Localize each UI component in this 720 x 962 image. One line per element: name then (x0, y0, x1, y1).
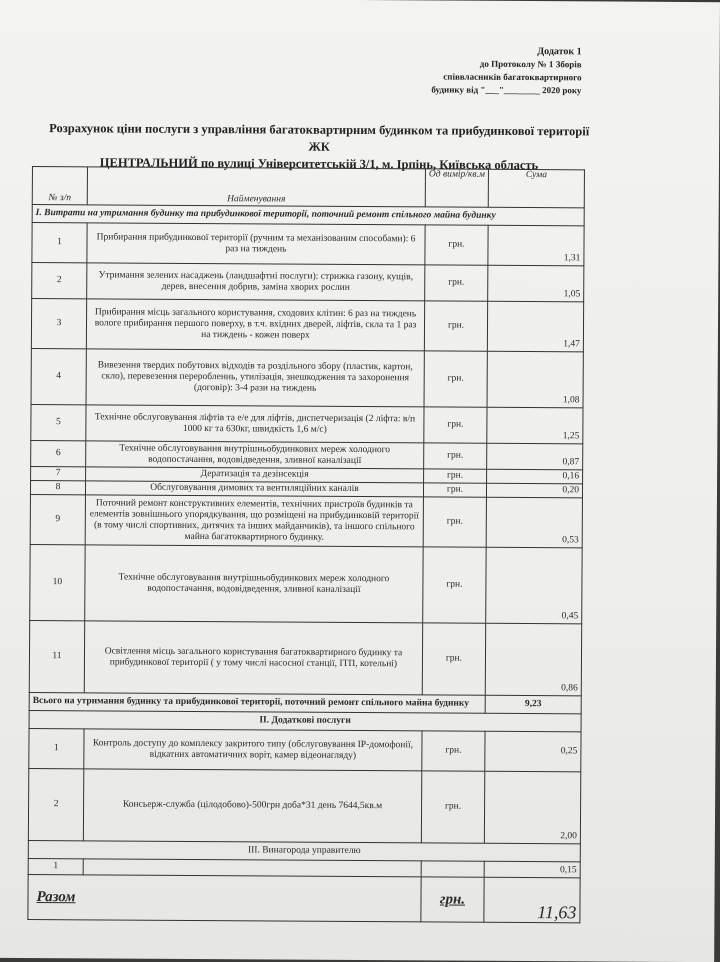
row-sum: 1,47 (487, 301, 583, 352)
row-num: 1 (29, 728, 84, 768)
title-line-1: Розрахунок ціни послуги з управління багатоквартирним будинком та прибудинкової території ЖК (49, 121, 590, 154)
row-sum: 1,25 (487, 407, 583, 444)
row-unit: грн. (424, 407, 487, 443)
annex-line-1: Додаток 1 (537, 46, 582, 58)
header-name: Найменування (87, 167, 425, 207)
row-sum: 0,25 (485, 731, 581, 772)
subtotal-label: Всього на утримання будинку та прибудинкової території, поточний ремонт спільного майна будинку (29, 692, 485, 713)
grand-total-row (28, 874, 580, 922)
row-sum: 1,31 (488, 225, 584, 266)
row-unit: грн. (424, 301, 487, 351)
row-num: 2 (28, 768, 83, 840)
table-header-row (32, 167, 584, 208)
price-table (27, 166, 585, 923)
row-num: 5 (31, 404, 86, 440)
annex-line-4: будинку від "___"________ 2020 року (431, 84, 582, 96)
row-sum: 1,08 (487, 351, 583, 408)
row-num: 1 (28, 858, 83, 874)
title-line-2: ЦЕНТРАЛЬНИЙ по вулиці Університетській 3/1, м. Ірпінь, Київська область (99, 155, 539, 173)
row-unit: грн. (422, 731, 485, 771)
table-row (30, 544, 582, 623)
row-unit: грн. (423, 547, 486, 623)
table-row (31, 348, 583, 407)
section-1-title: I. Витрати на утримання будинку та прибудинкової території, поточний ремонт спільного майна будинку (32, 205, 584, 226)
header-num: № з/п (32, 167, 87, 205)
row-name: Прибирання прибудинкової території (ручним та механізованим способами): 6 раз на тиждень (87, 223, 425, 265)
row-sum: 0,15 (484, 861, 580, 878)
row-unit: грн. (423, 483, 486, 497)
row-sum: 0,45 (486, 547, 582, 624)
annex-line-2: до Протоколу № 1 Зборів (479, 58, 582, 70)
row-name: Освітлення місць загального користування багатоквартирного будинку та прибудинкової території ( у тому числі насосної станції, ІТП, котельні) (84, 621, 422, 695)
row-name: Вивезення твердих побутових відходів та роздільного збору (пластик, картон, скло), перевезення переробленнь, утилізація, знешкодження та захоронення (договір): 3-4 рази на тиждень (86, 349, 424, 407)
row-sum: 0,87 (487, 443, 583, 470)
section-3-title: III. Винагорода управителю (28, 840, 580, 861)
subtotal-value: 9,23 (485, 695, 581, 714)
row-unit: грн. (422, 623, 485, 695)
annex-note (431, 44, 581, 97)
row-num: 4 (31, 348, 86, 404)
row-num: 9 (30, 494, 85, 544)
row-name: Технічне обслуговування внутрішньобудинкових мереж холодного водопостачання, водовідведення, зливної каналізації (85, 545, 423, 623)
row-num: 11 (29, 620, 84, 692)
row-unit: грн. (425, 225, 488, 265)
row-name: Консьерж-служба (цілодобово)-500грн доба*31 день 7644,5кв.м (83, 769, 421, 843)
row-name: Прибирання місць загального користування, сходових клітин: 6 раз на тиждень вологе прибирання першого поверху, в т.ч. вхідних дверей, ліфтів, скла та 1 раз на тиждень - кожен поверх (86, 299, 424, 351)
row-sum: 0,20 (486, 483, 582, 498)
row-name: Технічне обслуговування ліфтів та е/е для ліфтів, диспетчеризація (2 ліфта: в/п 1000 кг та 630кг, швидкість 1,6 м/с) (86, 405, 424, 443)
table-row (30, 494, 582, 547)
row-unit: грн. (424, 351, 487, 407)
row-num: 1 (32, 223, 87, 263)
row-unit: грн. (424, 443, 487, 469)
table-row (28, 768, 580, 843)
row-name: Контроль доступу до комплексу закритого типу (обслуговування IP-домофонії, відкатних автоматичних воріт, камер відеонагляду) (84, 729, 422, 771)
row-sum: 2,00 (484, 771, 580, 844)
row-name: Технічне обслуговування внутрішньобудинкових мереж холодного водопостачання, водовідведення, зливної каналізації (86, 441, 424, 469)
header-unit: Од вимір/кв.м (425, 169, 488, 207)
row-name: Утримання зелених насаджень (ландшафтні послуги): стрижка газону, кущів, дерев, внесення добрив, заміна хворих рослин (87, 263, 425, 301)
row-unit: грн. (421, 771, 484, 843)
row-num: 2 (32, 263, 87, 299)
row-sum: 1,05 (488, 265, 584, 302)
table-row (32, 263, 584, 302)
grand-total-unit: грн. (421, 877, 484, 922)
row-num: 10 (30, 544, 85, 620)
table-row (29, 728, 581, 771)
row-sum: 0,86 (485, 623, 581, 696)
header-sum: Сума (488, 169, 584, 208)
row-sum: 0,16 (487, 469, 583, 484)
row-name: Дератизація та дезінсекція (86, 467, 424, 483)
row-name: Обслуговування димових та вентиляційних каналів (85, 481, 423, 497)
row-name: Поточний ремонт конструктивних елементів, технічних пристроїв будинків та елементів зовнішнього упорядкування, що розміщені на прибудинковій території (в тому числі спортивних, дитячих та інших майданчиків), та іншого спільного майна багатоквартирного будинку. (85, 495, 423, 547)
grand-total-value: 11,63 (484, 877, 580, 923)
table-row (32, 223, 584, 266)
table-row (31, 298, 583, 351)
row-num: 3 (31, 298, 86, 348)
section-2-title: II. Додаткові послуги (29, 710, 581, 731)
row-num: 6 (31, 440, 86, 466)
table-row (29, 620, 581, 695)
row-unit: грн. (425, 265, 488, 301)
grand-total-label: Разом (28, 874, 421, 921)
row-unit: грн. (423, 497, 486, 547)
table-row (31, 404, 583, 443)
row-num: 7 (31, 466, 86, 480)
table-row (31, 440, 583, 469)
row-unit: грн. (424, 469, 487, 483)
row-num: 8 (30, 480, 85, 494)
row-unit (421, 861, 484, 877)
row-sum: 0,53 (486, 497, 582, 548)
annex-line-3: співвласників багатоквартирного (443, 71, 582, 83)
